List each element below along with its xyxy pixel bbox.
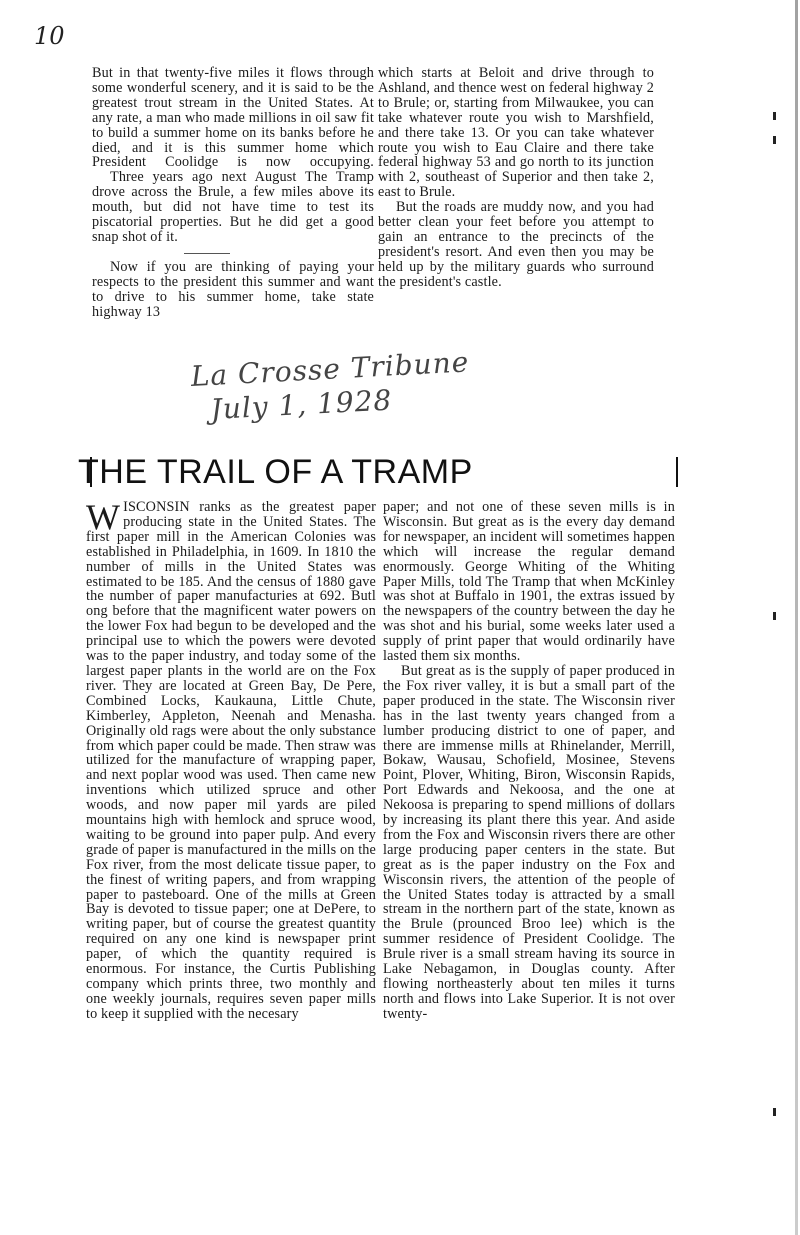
paragraph: But great as is the supply of paper produced in the Fox river valley, it is but a small part of the paper produced in the state. The Wisconsin river has in the last twenty years changed from a lumber producing district to one of paper, and there are immense mills at Rhinelander, Merrill, Bokaw, Wausau, Schofield, Mosinee, Stevens Point, Plover, Whiting, Biron, Wisconsin Rapids, Port Edwards and Nekoosa, and the one at Nekoosa is preparing to spend millions of dollars by increasing its plant there this year. And aside from the Fox and Wisconsin rivers there are other large producing paper centers in the state. But great as is the paper industry on the Fox and Wisconsin rivers, the attention of the people of the United States today is attracted by a small stream in the northern part of the state, known as the Brule (prounced Broo lee) which is the summer residence of President Coolidge. The Brule river is a small stream having its source in Lake Nebagamon, in Douglas county. After flowing northeasterly about ten miles it turns north and flows into Lake Superior. It is not over twenty- (383, 662, 675, 1022)
margin-mark (773, 136, 776, 144)
headline-right-rule (676, 457, 678, 487)
paragraph-text: ISCONSIN ranks as the greatest paper producing state in the United States. The first paper mill in the American Colonies was established in Philadelphia, in 1609. In 1810 the number of mills in the United States was estimated to be 185. And the census of 1880 gave the number of paper manufacturies at 692. Butl ong before that the magnificent water powers on the lower Fox had begun to be developed and the principal use to which the powers were devoted was to the paper industry, and today some of the largest paper plants in the world are on the Fox river. They are located at Green Bay, De Pere, Combined Locks, Kaukauna, Little Chute, Kimberley, Appleton, Neenah and Menasha. Originally old rags were about the only substance from which paper could be made. Then straw was utilized for the manufacture of wrapping paper, and next poplar wood was used. Then came new inventions which utilized spruce and other woods, and now paper mil yards are piled mountains high with hemlock and spruce wood, waiting to be ground into paper pulp. And every grade of paper is manufactured in the mills on the Fox river, from the most delicate tissue paper, to the finest of writing papers, and from wrapping paper to pasteboard. One of the mills at Green Bay is devoted to tissue paper; one at DePere, to writing paper, but of course the greatest quantity required on any one kind is newspaper print paper, of which the quantity required is enormous. For instance, the Curtis Publishing company which prints three, two monthly and one weekly journals, requires seven paper mills to keep it supplied with the necesary (86, 499, 376, 1022)
handwritten-newspaper-name: La Crosse Tribune (190, 345, 470, 393)
section-divider (184, 253, 230, 254)
drop-cap: W (86, 497, 121, 537)
margin-mark (773, 1108, 776, 1116)
paragraph: But the roads are muddy now, and you had better clean your feet before you attempt to gain an entrance to the precincts of the president's resort. And even then you may be held up by the military guards who surround the president's castle. (378, 199, 654, 290)
page-number: 10 (34, 22, 65, 50)
article-left-column (86, 497, 376, 1022)
top-left-column (92, 66, 374, 320)
scan-edge (795, 0, 798, 1235)
article-headline: THE TRAIL OF A TRAMP (78, 453, 473, 491)
paragraph: But in that twenty-five miles it flows through some wonderful scenery, and it is said to be the greatest trout stream in the United States. At any rate, a man who made millions in oil saw fit to build a summer home on its banks before he died, and it is this summer home which President Coolidge is now occupying. (92, 65, 374, 171)
paragraph: paper; and not one of these seven mills is in Wisconsin. But great as is the every day demand for newspaper, an incident will sometimes happen which will increase the regular demand enormously. George Whiting of the Whiting Paper Mills, told The Tramp that when McKinley was shot at Buffalo in 1901, the extras issued by the newspapers of the country between the day he was shot and his burial, some weeks later used a supply of print paper that would ordinarily have lasted them six months. (383, 499, 675, 665)
margin-mark (773, 612, 776, 620)
top-right-column (378, 66, 654, 290)
paragraph: Now if you are thinking of paying your respects to the president this summer and want to drive to his summer home, take state highway 13 (92, 258, 374, 320)
paragraph (86, 497, 376, 1022)
handwritten-date: July 1, 1928 (209, 383, 394, 426)
handwritten-source-note (190, 345, 472, 427)
article-right-column (383, 500, 675, 1022)
margin-marks (773, 100, 781, 1100)
paragraph: Three years ago next August The Tramp drove across the Brule, a few miles above its mouth, but did not have time to test its piscatorial properties. But he did get a good snap shot of it. (92, 169, 374, 245)
paragraph: which starts at Beloit and drive through to Ashland, and thence west on federal highway 2 to Brule; or, starting from Milwaukee, you can take whatever route you wish to Marshfield, and there take 13. Or you can take whatever route you wish to Eau Claire and there take federal highway 53 and go north to its junction with 2, southeast of Superior and then take 2, east to Brule. (378, 65, 654, 201)
margin-mark (773, 112, 776, 120)
